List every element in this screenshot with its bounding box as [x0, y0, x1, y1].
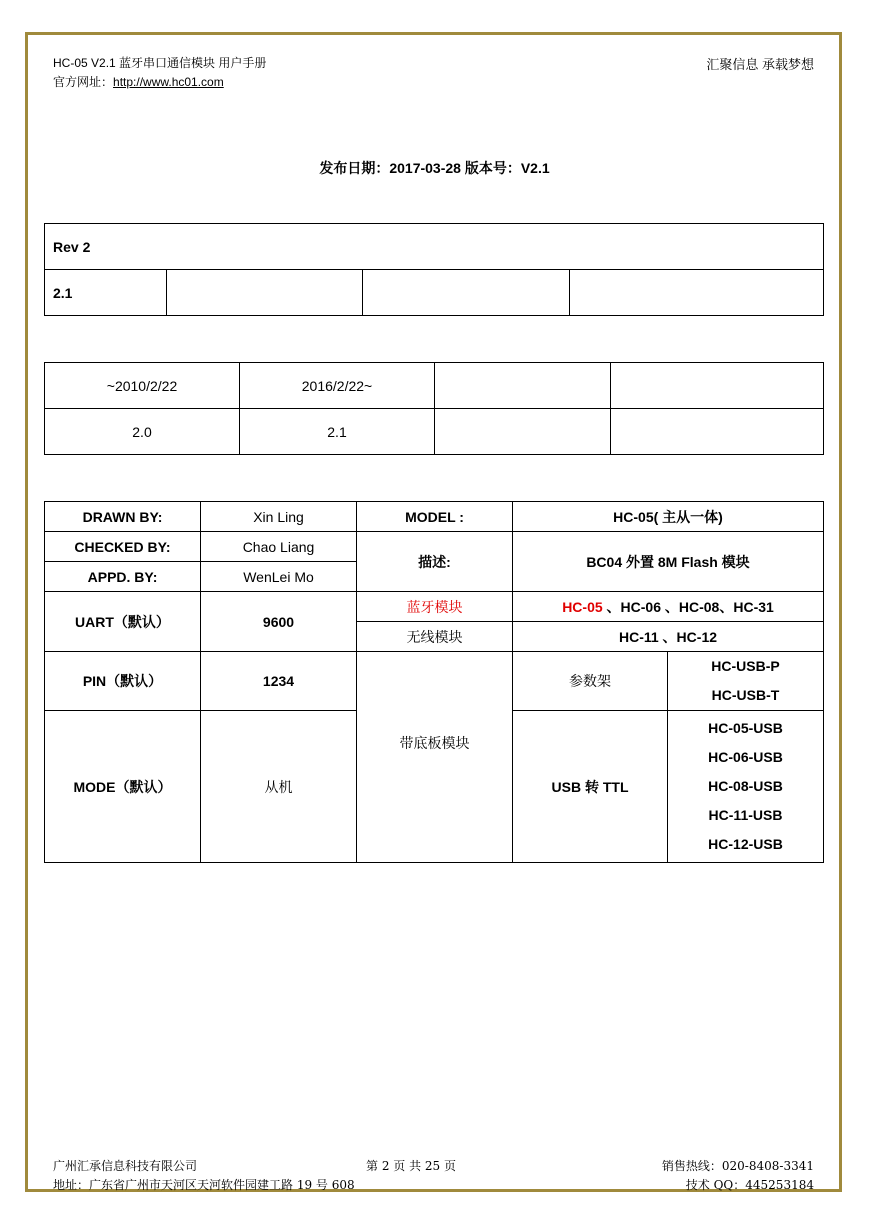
mode-value: 从机 [201, 711, 357, 863]
date-cell: ~2010/2/22 [45, 363, 240, 409]
checked-by-label: CHECKED BY: [45, 532, 201, 562]
release-info: 发布日期：2017-03-28 版本号：V2.1 [319, 160, 550, 176]
table-row [45, 532, 824, 562]
table-row [45, 224, 824, 270]
table-row [45, 652, 824, 711]
table-row [45, 502, 824, 532]
desc-value [513, 532, 824, 592]
uart-label: UART（默认） [45, 592, 201, 652]
drawn-by-label: DRAWN BY: [45, 502, 201, 532]
date-cell: 2016/2/22~ [240, 363, 435, 409]
footer-left [53, 1157, 355, 1195]
bt-module-value [513, 592, 824, 622]
table-row [45, 363, 824, 409]
rev-empty-cell [363, 270, 570, 316]
footer-qq: 技术 QQ：445253184 [685, 1178, 814, 1192]
header-slogan: 汇聚信息 承载梦想 [706, 57, 814, 72]
header-website [53, 73, 266, 92]
empty-cell [435, 363, 611, 409]
bt-module-rest: 、HC-06 、HC-08、HC-31 [602, 598, 774, 615]
pin-label: PIN（默认） [45, 652, 201, 711]
empty-cell [611, 363, 824, 409]
usb-item: HC-06-USB [708, 749, 783, 765]
usb-item: HC-11-USB [708, 807, 783, 823]
usb-item: HC-12-USB [708, 836, 783, 852]
param-rack-label: 参数架 [513, 652, 668, 711]
usb-ttl-label: USB 转 TTL [513, 711, 668, 863]
model-label: MODEL : [357, 502, 513, 532]
empty-cell [611, 409, 824, 455]
uart-value: 9600 [201, 592, 357, 652]
model-info-table [44, 501, 824, 863]
wireless-label: 无线模块 [357, 622, 513, 652]
pin-value: 1234 [201, 652, 357, 711]
rev-empty-cell [167, 270, 363, 316]
checked-by-value: Chao Liang [201, 532, 357, 562]
version-cell: 2.1 [240, 409, 435, 455]
usb-items [668, 711, 824, 863]
param-rack-items [668, 652, 824, 711]
appd-by-value: WenLei Mo [201, 562, 357, 592]
appd-by-label: APPD. BY: [45, 562, 201, 592]
version-cell: 2.0 [45, 409, 240, 455]
usb-item: HC-08-USB [708, 778, 783, 794]
table-row [45, 270, 824, 316]
header-left [53, 54, 266, 92]
bt-module-hc05: HC-05 [562, 598, 603, 615]
usb-item: HC-05-USB [708, 720, 783, 736]
mode-label: MODE（默认） [45, 711, 201, 863]
drawn-by-value: Xin Ling [201, 502, 357, 532]
footer-address: 地址：广东省广州市天河区天河软件园建工路 19 号 608 [53, 1178, 355, 1192]
footer-right [662, 1157, 814, 1195]
table-row [45, 409, 824, 455]
wireless-value: HC-11 、HC-12 [513, 622, 824, 652]
model-value: HC-05( 主从一体) [513, 502, 824, 532]
param-rack-item: HC-USB-P [711, 658, 780, 674]
table-row [45, 592, 824, 622]
rev-version-cell: 2.1 [45, 270, 167, 316]
desc-value-text: BC04 外置 8M Flash 模块 [586, 553, 750, 570]
empty-cell [435, 409, 611, 455]
desc-label: 描述: [357, 532, 513, 592]
board-label-text: 带底板模块 [399, 735, 470, 751]
board-label [357, 652, 513, 863]
header-title: HC-05 V2.1 蓝牙串口通信模块 用户手册 [53, 56, 267, 70]
website-label: 官方网址： [53, 75, 114, 89]
footer-page-number: 第 2 页 共 25 页 [366, 1159, 456, 1173]
version-history-table [44, 362, 824, 455]
footer-hotline: 销售热线：020-8408-3341 [661, 1159, 814, 1173]
website-link[interactable]: http://www.hc01.com [113, 75, 224, 89]
rev-empty-cell [570, 270, 824, 316]
param-rack-item: HC-USB-T [711, 687, 780, 703]
rev-cell: Rev 2 [45, 224, 824, 270]
revision-table [44, 223, 824, 316]
bt-module-label: 蓝牙模块 [357, 592, 513, 622]
footer-company: 广州汇承信息科技有限公司 [53, 1159, 198, 1173]
